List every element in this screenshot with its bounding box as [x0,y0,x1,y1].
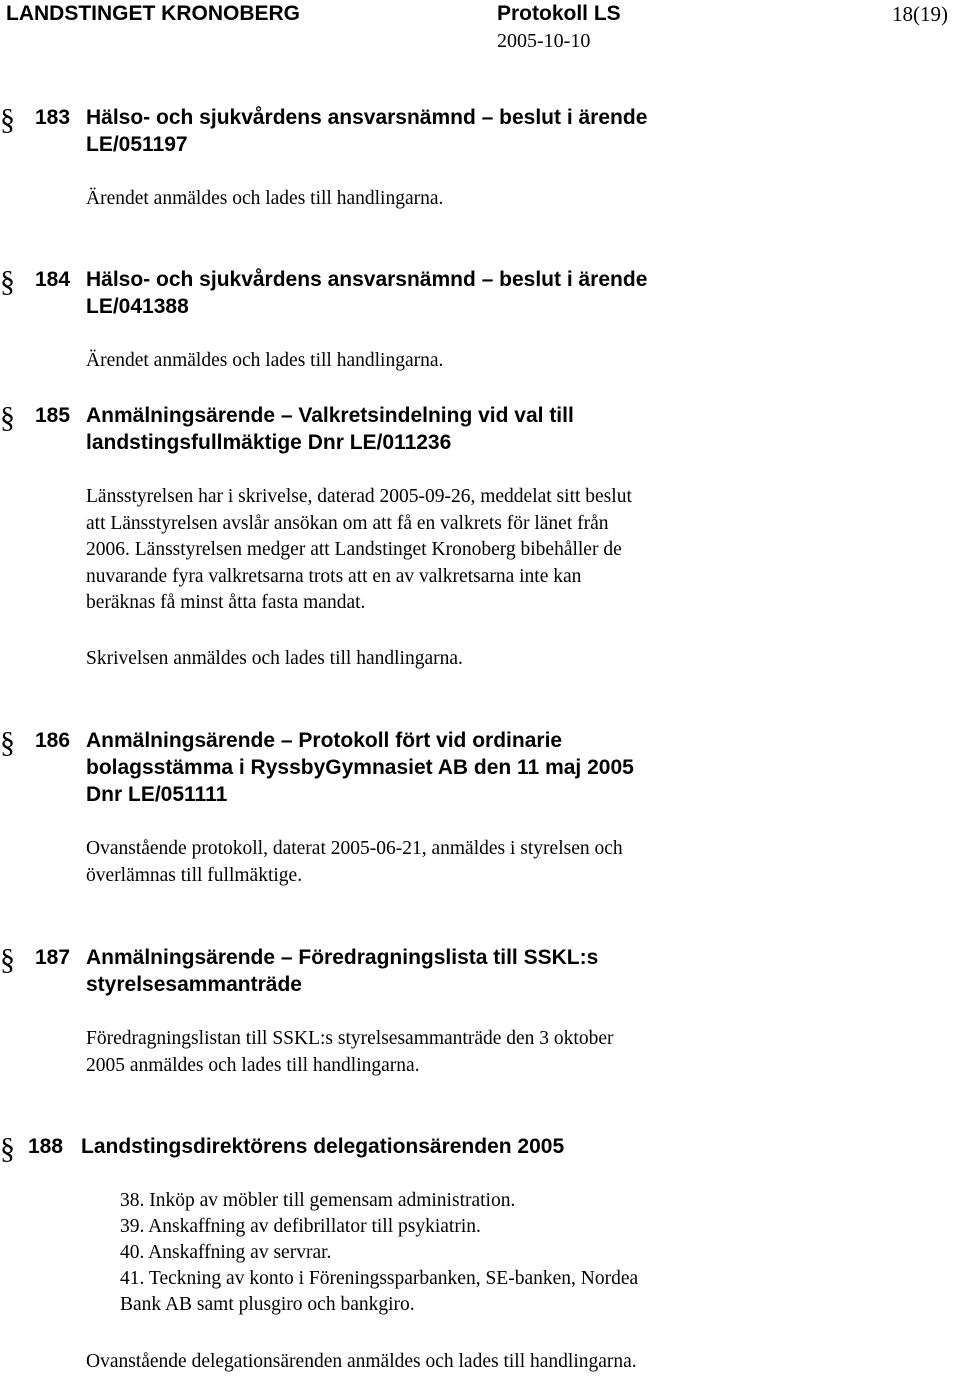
section-body [86,836,623,889]
section-title-line: Anmälningsärende – Föredragningslista till SSKL:s [86,946,599,969]
section-body-closing [86,646,463,673]
section-title [86,402,574,456]
body-line: 2006. Länsstyrelsen medger att Landstinget Kronoberg bibehåller de [86,539,622,561]
section-number: 185 [35,404,71,427]
list-item: 40. Anskaffning av servrar. [120,1242,332,1263]
header-date: 2005-10-10 [497,30,591,52]
section-title-line: Anmälningsärende – Valkretsindelning vid val till [86,404,574,427]
body-line: Ärendet anmäldes och lades till handlingarna. [86,188,444,209]
section-title-line: LE/041388 [86,295,189,318]
body-line: Ovanstående delegationsärenden anmäldes och lades till handlingarna. [86,1351,637,1372]
section-title [86,944,598,998]
delegation-list [120,1188,638,1318]
body-line: nuvarande fyra valkretsarna trots att en av valkretsarna inte kan [86,565,582,587]
section-sign-icon: § [0,943,15,976]
section-title [86,266,647,320]
header-organization: LANDSTINGET KRONOBERG [6,2,300,25]
section-number: 183 [35,106,71,129]
section-body [86,186,443,213]
section-number: 188 [28,1135,64,1158]
section-number: 187 [35,946,71,969]
section-title-line: bolagsstämma i RyssbyGymnasiet AB den 11 maj 2005 [86,756,634,779]
body-line: överlämnas till fullmäktige. [86,864,303,886]
section-title-line: Hälso- och sjukvårdens ansvarsnämnd – beslut i ärende [86,268,648,291]
body-line: Ovanstående protokoll, daterat 2005-06-21, anmäldes i styrelsen och [86,838,623,859]
body-line: 2005 anmäldes och lades till handlingarna. [86,1054,420,1076]
section-title-line: styrelsesammanträde [86,973,302,996]
list-item: 41. Teckning av konto i Föreningssparbanken, SE-banken, Nordea [120,1268,639,1289]
section-body [86,348,443,375]
list-item: 38. Inköp av möbler till gemensam administration. [120,1190,516,1211]
section-title-line: Hälso- och sjukvårdens ansvarsnämnd – beslut i ärende [86,106,648,129]
body-line: att Länsstyrelsen avslår ansökan om att få en valkrets för länet från [86,512,609,534]
body-line: Skrivelsen anmäldes och lades till handlingarna. [86,648,463,669]
section-title [86,727,634,808]
section-title [81,1133,564,1160]
section-title-line: Anmälningsärende – Protokoll fört vid ordinarie [86,729,563,752]
list-item: 39. Anskaffning av defibrillator till psykiatrin. [120,1216,481,1237]
list-item-continuation: Bank AB samt plusgiro och bankgiro. [120,1294,415,1315]
section-sign-icon: § [0,1132,15,1165]
header-document-type: Protokoll LS [497,2,621,25]
body-line: beräknas få minst åtta fasta mandat. [86,592,366,614]
section-title-line: landstingsfullmäktige Dnr LE/011236 [86,431,452,454]
section-title-line: LE/051197 [86,133,188,156]
section-sign-icon: § [0,726,15,759]
section-body [86,1026,614,1079]
section-number: 184 [35,268,71,291]
section-title-line: Landstingsdirektörens delegationsärenden 2005 [81,1135,565,1158]
section-title-line: Dnr LE/051111 [86,783,228,806]
section-title [86,104,647,158]
body-line: Föredragningslistan till SSKL:s styrelsesammanträde den 3 oktober [86,1028,614,1049]
section-body [86,484,632,617]
body-line: Ärendet anmäldes och lades till handlingarna. [86,350,444,371]
section-number: 186 [35,729,71,752]
section-body [86,1349,637,1376]
section-sign-icon: § [0,401,15,434]
body-line: Länsstyrelsen har i skrivelse, daterad 2005-09-26, meddelat sitt beslut [86,486,632,507]
section-sign-icon: § [0,103,15,136]
header-page-number: 18(19) [892,2,948,26]
section-sign-icon: § [0,265,15,298]
